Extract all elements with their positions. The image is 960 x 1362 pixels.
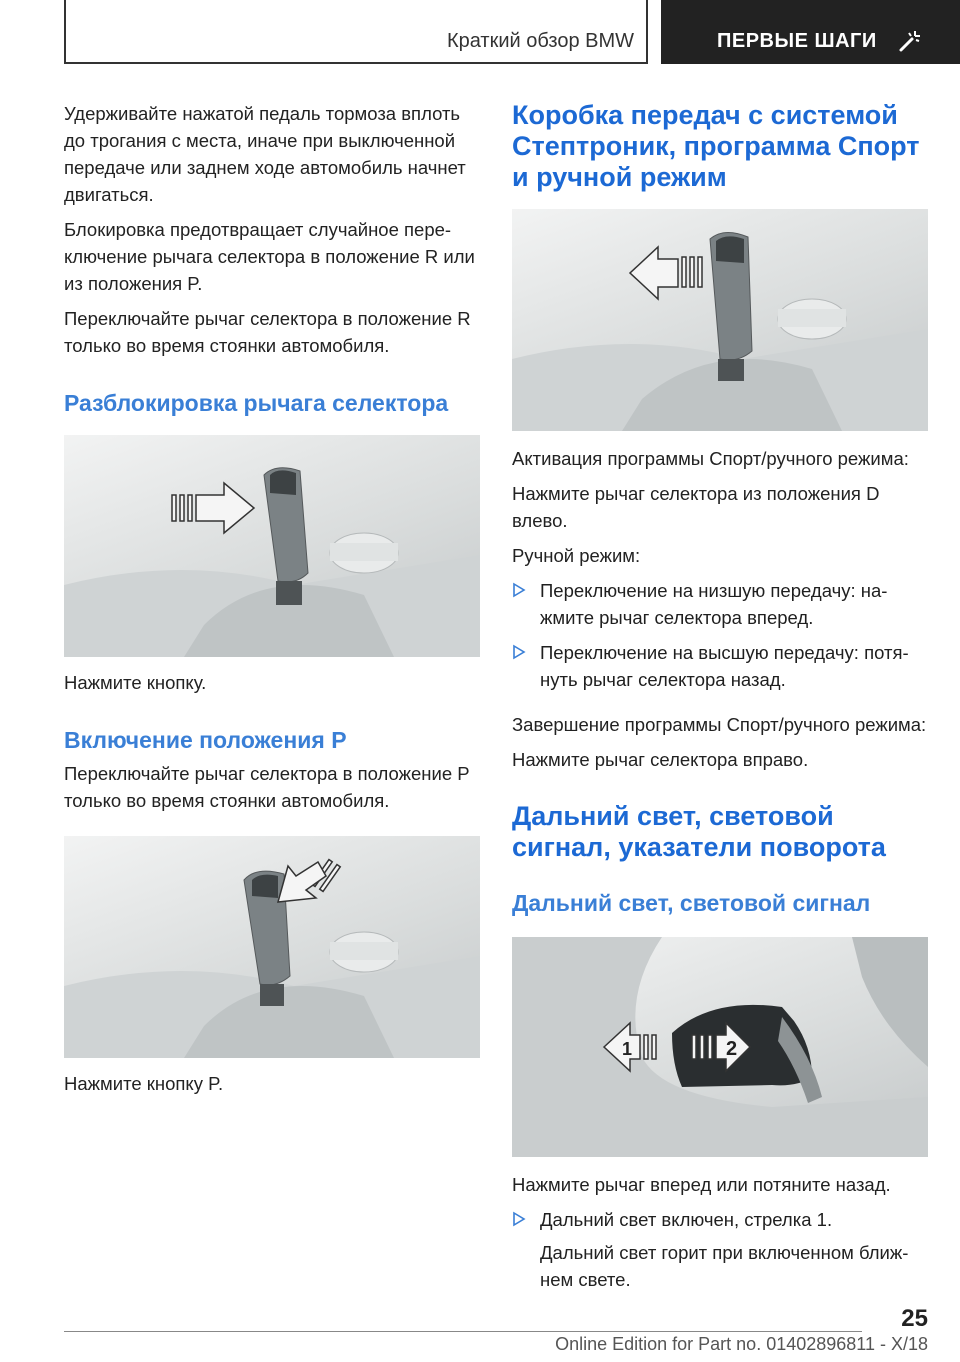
paragraph-brake: Удерживайте нажатой педаль тормоза вплоть до трогания с места, иначе при выключенной передаче или заднем ходе автомобиль начнет двигаться. — [64, 103, 466, 205]
bullet-text: Дальний свет включен, стрелка 1. — [540, 1209, 833, 1230]
triangle-bullet-icon — [512, 581, 526, 599]
wand-icon — [897, 28, 923, 54]
list-item — [512, 639, 928, 693]
section-tab[interactable] — [661, 0, 960, 64]
paragraph-manual-mode: Ручной режим: — [512, 545, 641, 566]
left-column — [64, 100, 482, 1105]
footer-edition: Online Edition for Part no. 01402896811 - X/18 — [555, 1334, 928, 1354]
heading-high-beam: Дальний свет, световой сигнал — [512, 890, 871, 916]
footer-divider — [64, 1331, 862, 1332]
list-item — [512, 577, 928, 631]
page-number: 25 — [901, 1305, 928, 1332]
figure-park-button — [64, 836, 480, 1058]
paragraph-activate-sport: Активация программы Спорт/ручного режима: — [512, 448, 909, 469]
paragraph-push-left: Нажмите рычаг селектора из положения D влево. — [512, 483, 880, 531]
figure-high-beam-lever — [512, 937, 928, 1157]
heading-lights: Дальний свет, световой сигнал, указатели поворота — [512, 801, 886, 862]
paragraph-high-beam-note: Дальний свет горит при включенном ближнем свете. — [540, 1242, 909, 1290]
figure-label-1: 1 — [622, 1039, 633, 1059]
header-title: Краткий обзор BMW — [446, 30, 634, 52]
paragraph-r-position: Переключайте рычаг селектора в положение R только во время стоянки автомобиля. — [64, 308, 471, 356]
caption-press-p-button: Нажмите кнопку P. — [64, 1073, 224, 1094]
paragraph-push-right: Нажмите рычаг селектора вправо. — [512, 749, 809, 770]
caption-press-button: Нажмите кнопку. — [64, 672, 207, 693]
heading-unlock-selector: Разблокировка рычага селектора — [64, 390, 449, 416]
bullet-text: Переключение на высшую передачу: потянуть рычаг селектора назад. — [540, 642, 909, 690]
paragraph-end-sport: Завершение программы Спорт/ручного режима: — [512, 714, 927, 735]
list-item — [512, 1206, 928, 1233]
figure-label-2: 2 — [726, 1038, 738, 1060]
right-column — [512, 100, 928, 1301]
triangle-bullet-icon — [512, 1210, 526, 1228]
header-title-box — [64, 0, 648, 64]
paragraph-lock: Блокировка предотвращает случайное переключение рычага селектора в положение R или из положения P. — [64, 219, 475, 294]
paragraph-p-position: Переключайте рычаг селектора в положение P только во время стоянки автомобиля. — [64, 763, 470, 811]
bullet-text: Переключение на низшую передачу: нажмите рычаг селектора вперед. — [540, 580, 888, 628]
figure-steptronic — [512, 209, 928, 431]
paragraph-push-pull-lever: Нажмите рычаг вперед или потяните назад. — [512, 1174, 891, 1195]
figure-selector-unlock — [64, 435, 480, 657]
heading-park-position: Включение положения P — [64, 727, 347, 753]
section-tab-label: ПЕРВЫЕ ШАГИ — [717, 30, 877, 52]
triangle-bullet-icon — [512, 643, 526, 661]
heading-steptronic: Коробка передач с системой Стептроник, программа Спорт и ручной режим — [512, 100, 920, 192]
